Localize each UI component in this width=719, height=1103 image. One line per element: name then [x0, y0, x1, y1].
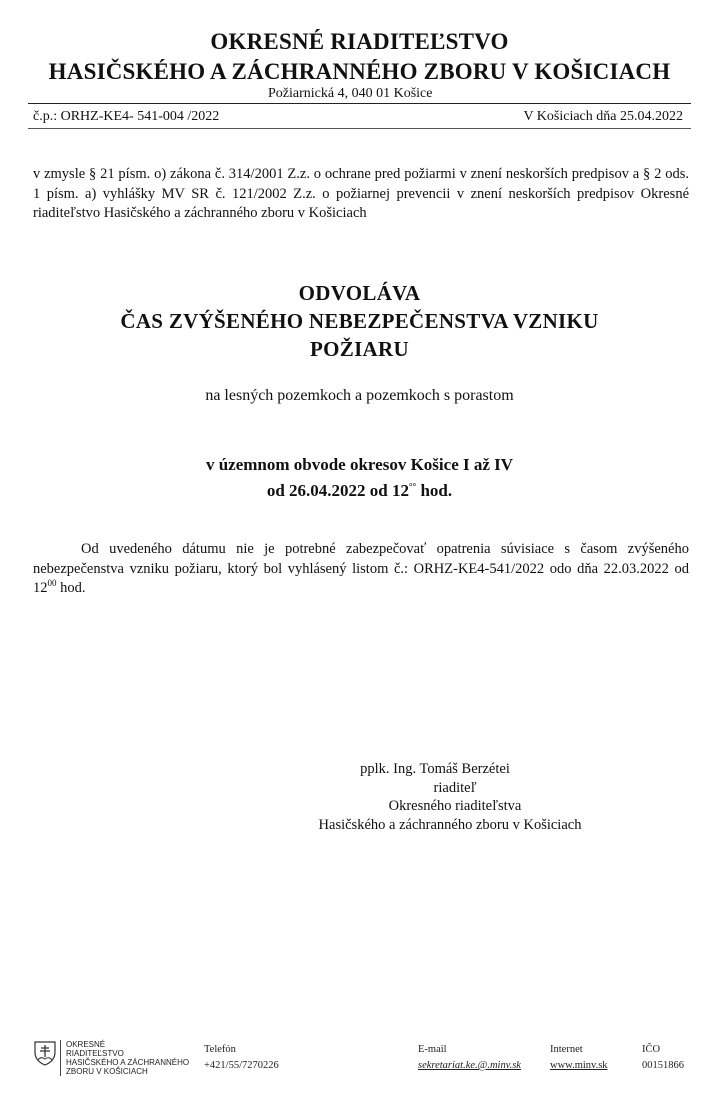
- footer-divider: [60, 1040, 61, 1076]
- footer-ico-label: IČO: [642, 1044, 661, 1055]
- area-date: od 26.04.2022 od 12: [266, 481, 410, 500]
- place-date: V Košiciach dňa 25.04.2022: [523, 109, 683, 124]
- signature-name: pplk. Ing. Tomáš Berzétei: [360, 761, 510, 777]
- body-end: hod.: [56, 580, 86, 596]
- footer-email-label: E-mail: [418, 1044, 447, 1055]
- body-sup: 00: [47, 578, 57, 589]
- footer-org-line: RIADITEĽSTVO: [66, 1049, 124, 1058]
- footer-web: [550, 1042, 608, 1074]
- header-line-1: OKRESNÉ RIADITEĽSTVO: [210, 29, 509, 54]
- area-time-sup: °°: [409, 481, 417, 492]
- title-line-3: POŽIARU: [310, 337, 409, 361]
- area-time-end: hod.: [416, 481, 453, 500]
- footer-web-link[interactable]: www.minv.sk: [550, 1060, 608, 1071]
- footer-org-line: ZBORU V KOŠICIACH: [66, 1067, 148, 1076]
- signature-block: [300, 760, 640, 834]
- title-line-2: ČAS ZVÝŠENÉHO NEBEZPEČENSTVA VZNIKU: [120, 309, 599, 333]
- meta-rule: [28, 128, 691, 129]
- intro-paragraph: v zmysle § 21 písm. o) zákona č. 314/2001 Z.z. o ochrane pred požiarmi v znení neskorších predpisov a § 2 ods. 1 písm. a) vyhlášky MV SR č. 121/2002 Z.z. o požiarnej prevencii v znení neskorších predpisov Okresné riaditeľstvo Hasičského a záchranného zboru v Košiciach: [33, 166, 689, 221]
- footer-org-line: HASIČSKÉHO A ZÁCHRANNÉHO: [66, 1058, 190, 1067]
- footer-email: [418, 1042, 521, 1074]
- area-date-line: [0, 479, 719, 503]
- footer-phone-label: Telefón: [204, 1044, 236, 1055]
- scope-text: na lesných pozemkoch a pozemkoch s porastom: [205, 387, 514, 404]
- area-line: v územnom obvode okresov Košice I až IV: [205, 455, 514, 474]
- footer-ico-value: 00151866: [642, 1060, 684, 1071]
- title-line-1: ODVOLÁVA: [298, 281, 421, 305]
- body-text: Od uvedeného dátumu nie je potrebné zabezpečovať opatrenia súvisiace s časom zvýšeného nebezpečenstva vzniku požiaru, ktorý bol vyhlásený listom č.: ORHZ-KE4-541/2022 odo dňa 22.03.2022 od 12: [33, 541, 689, 596]
- body-paragraph: [33, 540, 689, 599]
- footer-org-line: OKRESNÉ: [66, 1040, 106, 1049]
- signature-org-2: Hasičského a záchranného zboru v Košiciach: [318, 816, 582, 833]
- footer-phone: [204, 1042, 279, 1074]
- footer-email-link[interactable]: sekretariat.ke.@.minv.sk: [418, 1060, 521, 1071]
- footer-web-label: Internet: [550, 1044, 583, 1055]
- signature-role: riaditeľ: [433, 779, 477, 796]
- signature-org-1: Okresného riaditeľstva: [388, 798, 522, 814]
- header-rule: [28, 103, 691, 104]
- footer-ico: [642, 1042, 684, 1074]
- header-address: Požiarnická 4, 040 01 Košice: [268, 86, 433, 101]
- coat-of-arms-icon: [33, 1040, 57, 1066]
- footer-phone-value: +421/55/7270226: [204, 1060, 279, 1071]
- reference-number: č.p.: ORHZ-KE4- 541-004 /2022: [33, 109, 220, 124]
- header-line-2: HASIČSKÉHO A ZÁCHRANNÉHO ZBORU V KOŠICIACH: [48, 59, 671, 84]
- footer-org: [66, 1040, 189, 1076]
